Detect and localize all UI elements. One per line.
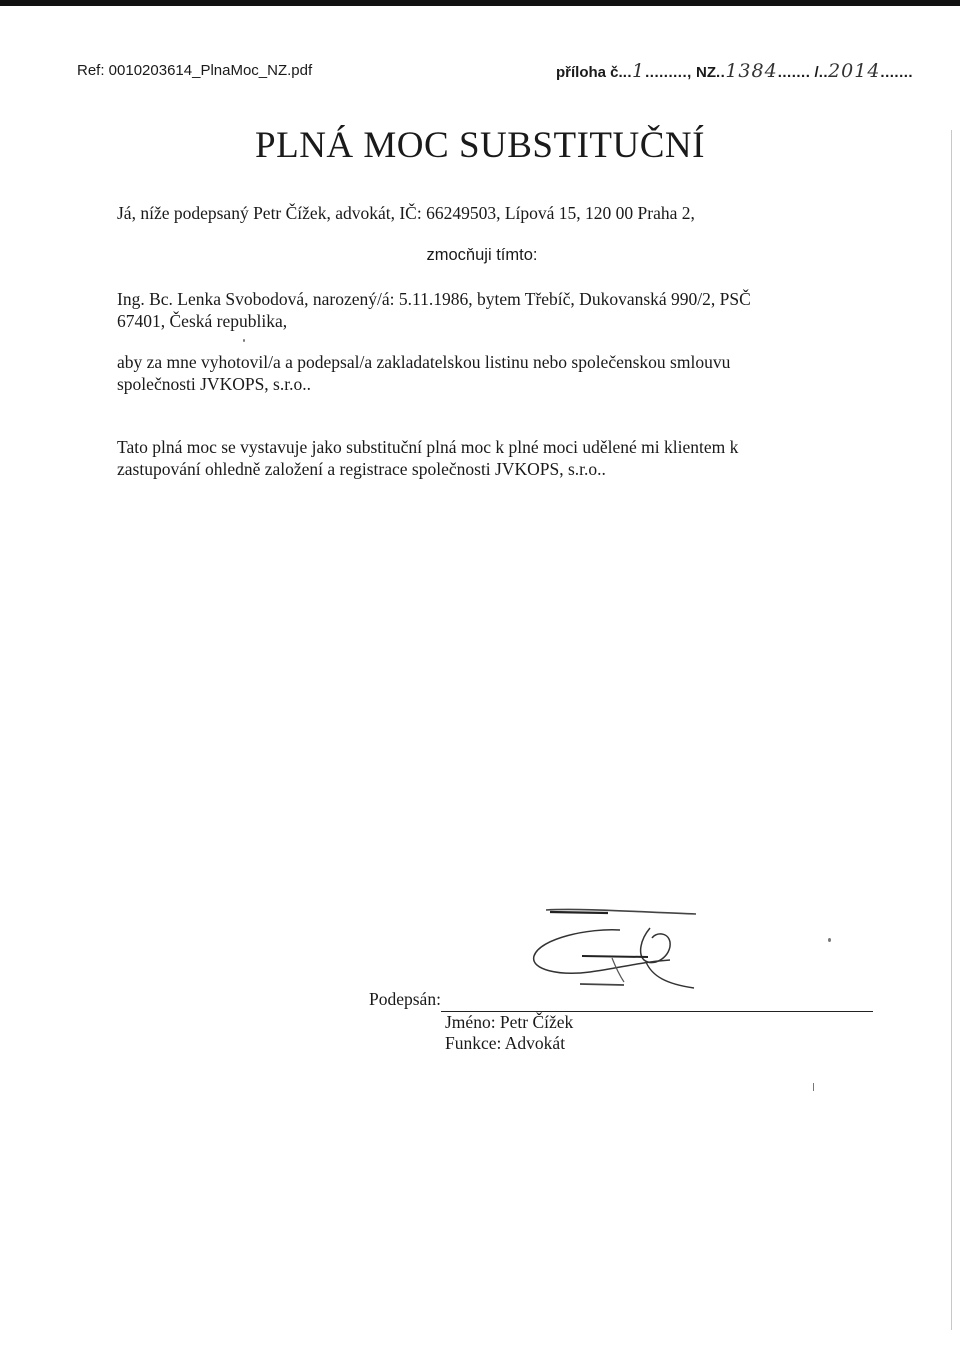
nz-label: NZ xyxy=(695,64,716,81)
annex-stamp: příloha č...1........., NZ..1384....... /..2014....... xyxy=(556,60,914,82)
authorization-line: zmocňuji tímto: xyxy=(426,246,538,264)
note-line-2: zastupování ohledně založení a registrace společnosti JVKOPS, s.r.o.. xyxy=(117,459,606,479)
top-border xyxy=(0,0,960,6)
reference-filename: Ref: 0010203614_PlnaMoc_NZ.pdf xyxy=(77,62,313,79)
signer-name: Jméno: Petr Čížek xyxy=(445,1012,574,1032)
intro-paragraph: Já, níže podepsaný Petr Čížek, advokát, IČ: 66249503, Lípová 15, 120 00 Praha 2, xyxy=(117,203,695,223)
purpose-line-2: společnosti JVKOPS, s.r.o.. xyxy=(117,374,311,394)
document-title: PLNÁ MOC SUBSTITUČNÍ xyxy=(255,125,705,166)
annex-number: 1 xyxy=(632,60,646,82)
nz-year: 2014 xyxy=(828,60,881,82)
annex-label: příloha č. xyxy=(556,64,623,81)
signer-role: Funkce: Advokát xyxy=(445,1033,566,1053)
agent-line-1: Ing. Bc. Lenka Svobodová, narozený/á: 5.11.1986, bytem Třebíč, Dukovanská 990/2, PSČ xyxy=(117,289,751,309)
scan-speck xyxy=(243,339,245,342)
purpose-line-1: aby za mne vyhotovil/a a podepsal/a zakladatelskou listinu nebo společenskou smlouvu xyxy=(117,352,731,372)
agent-line-2: 67401, Česká republika, xyxy=(117,311,288,331)
handwritten-signature xyxy=(520,898,710,998)
page-edge xyxy=(951,130,952,1330)
signer-info xyxy=(445,1012,573,1054)
scan-speck xyxy=(813,1083,814,1091)
signed-label: Podepsán: xyxy=(369,989,441,1009)
scan-speck xyxy=(828,938,831,942)
nz-number: 1384 xyxy=(725,60,778,82)
note-line-1: Tato plná moc se vystavuje jako substituční plná moc k plné moci udělené mi klientem k xyxy=(117,437,739,457)
